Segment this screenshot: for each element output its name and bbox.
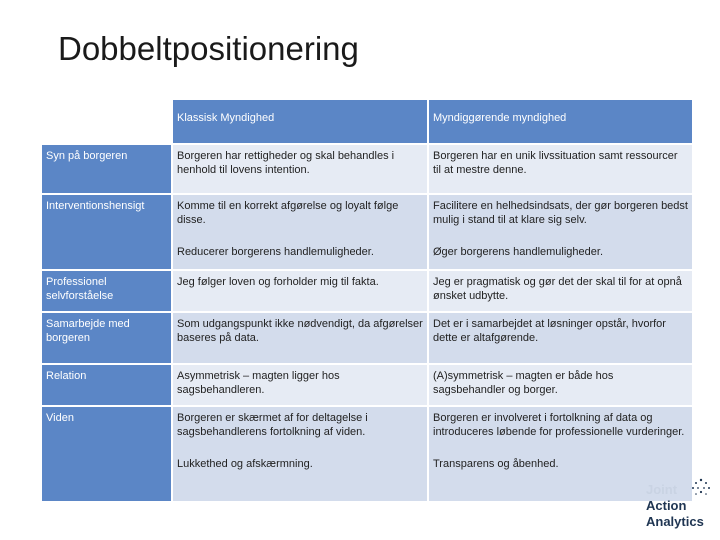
cell-text: Jeg følger loven og forholder mig til fakta. [177, 276, 379, 288]
cell-text: Asymmetrisk – magten ligger hos sagsbehandleren. [177, 370, 340, 396]
page-title: Dobbeltpositionering [58, 30, 359, 67]
cell-text-secondary: Transparens og åbenhed. [433, 458, 559, 470]
cell-text: Det er i samarbejdet at løsninger opstår, hvorfor dette er altafgørende. [433, 318, 666, 344]
row-label: Viden [42, 407, 173, 503]
comparison-table [42, 100, 694, 503]
row-label: Interventionshensigt [42, 195, 173, 271]
cell-text: Borgeren har rettigheder og skal behandles i henhold til lovens intention. [177, 150, 395, 176]
cell-text-secondary: Reducerer borgerens handlemuligheder. [177, 246, 374, 258]
table-row [42, 271, 694, 313]
cell-text: Borgeren er involveret i fortolkning af data og introduceres løbende for professionelle vurderinger. [433, 412, 685, 438]
cell-text-secondary: Lukkethed og afskærmning. [177, 458, 313, 470]
row-label: Syn på borgeren [42, 145, 173, 195]
header-empty-cell [42, 100, 173, 145]
table-header-row [42, 100, 694, 145]
column-header-klassisk: Klassisk Myndighed [173, 100, 429, 145]
klassisk-cell [173, 145, 429, 195]
table-row [42, 145, 694, 195]
myndiggoerende-cell [429, 195, 694, 271]
klassisk-cell [173, 407, 429, 503]
table-row [42, 407, 694, 503]
logo-text-line2: Action [646, 498, 687, 513]
company-logo [644, 478, 714, 534]
column-header-myndiggoerende: Myndiggørende myndighed [429, 100, 694, 145]
klassisk-cell [173, 271, 429, 313]
cell-text: Facilitere en helhedsindsats, der gør borgeren bedst mulig i stand til at klare sig selv. [433, 200, 688, 226]
logo-text-line3: Analytics [646, 514, 704, 529]
row-label: Relation [42, 365, 173, 407]
klassisk-cell [173, 195, 429, 271]
cell-text: Komme til en korrekt afgørelse og loyalt følge disse. [177, 200, 399, 226]
logo-mark-icon [690, 478, 712, 498]
row-label: Professionel selvforståelse [42, 271, 173, 313]
cell-text: Jeg er pragmatisk og gør det der skal til for at opnå ønsket udbytte. [433, 276, 682, 302]
table-row [42, 365, 694, 407]
klassisk-cell [173, 313, 429, 365]
cell-text-secondary: Øger borgerens handlemuligheder. [433, 246, 604, 258]
cell-text: Som udgangspunkt ikke nødvendigt, da afgørelser baseres på data. [177, 318, 423, 344]
klassisk-cell [173, 365, 429, 407]
table-row [42, 195, 694, 271]
cell-text: (A)symmetrisk – magten er både hos sagsbehandler og borger. [433, 370, 614, 396]
myndiggoerende-cell [429, 271, 694, 313]
cell-text: Borgeren er skærmet af for deltagelse i sagsbehandlerens fortolkning af viden. [177, 412, 368, 438]
logo-text-line1: Joint [646, 482, 678, 497]
table-row [42, 313, 694, 365]
myndiggoerende-cell [429, 145, 694, 195]
cell-text: Borgeren har en unik livssituation samt ressourcer til at mestre denne. [433, 150, 678, 176]
row-label: Samarbejde med borgeren [42, 313, 173, 365]
myndiggoerende-cell [429, 365, 694, 407]
myndiggoerende-cell [429, 313, 694, 365]
